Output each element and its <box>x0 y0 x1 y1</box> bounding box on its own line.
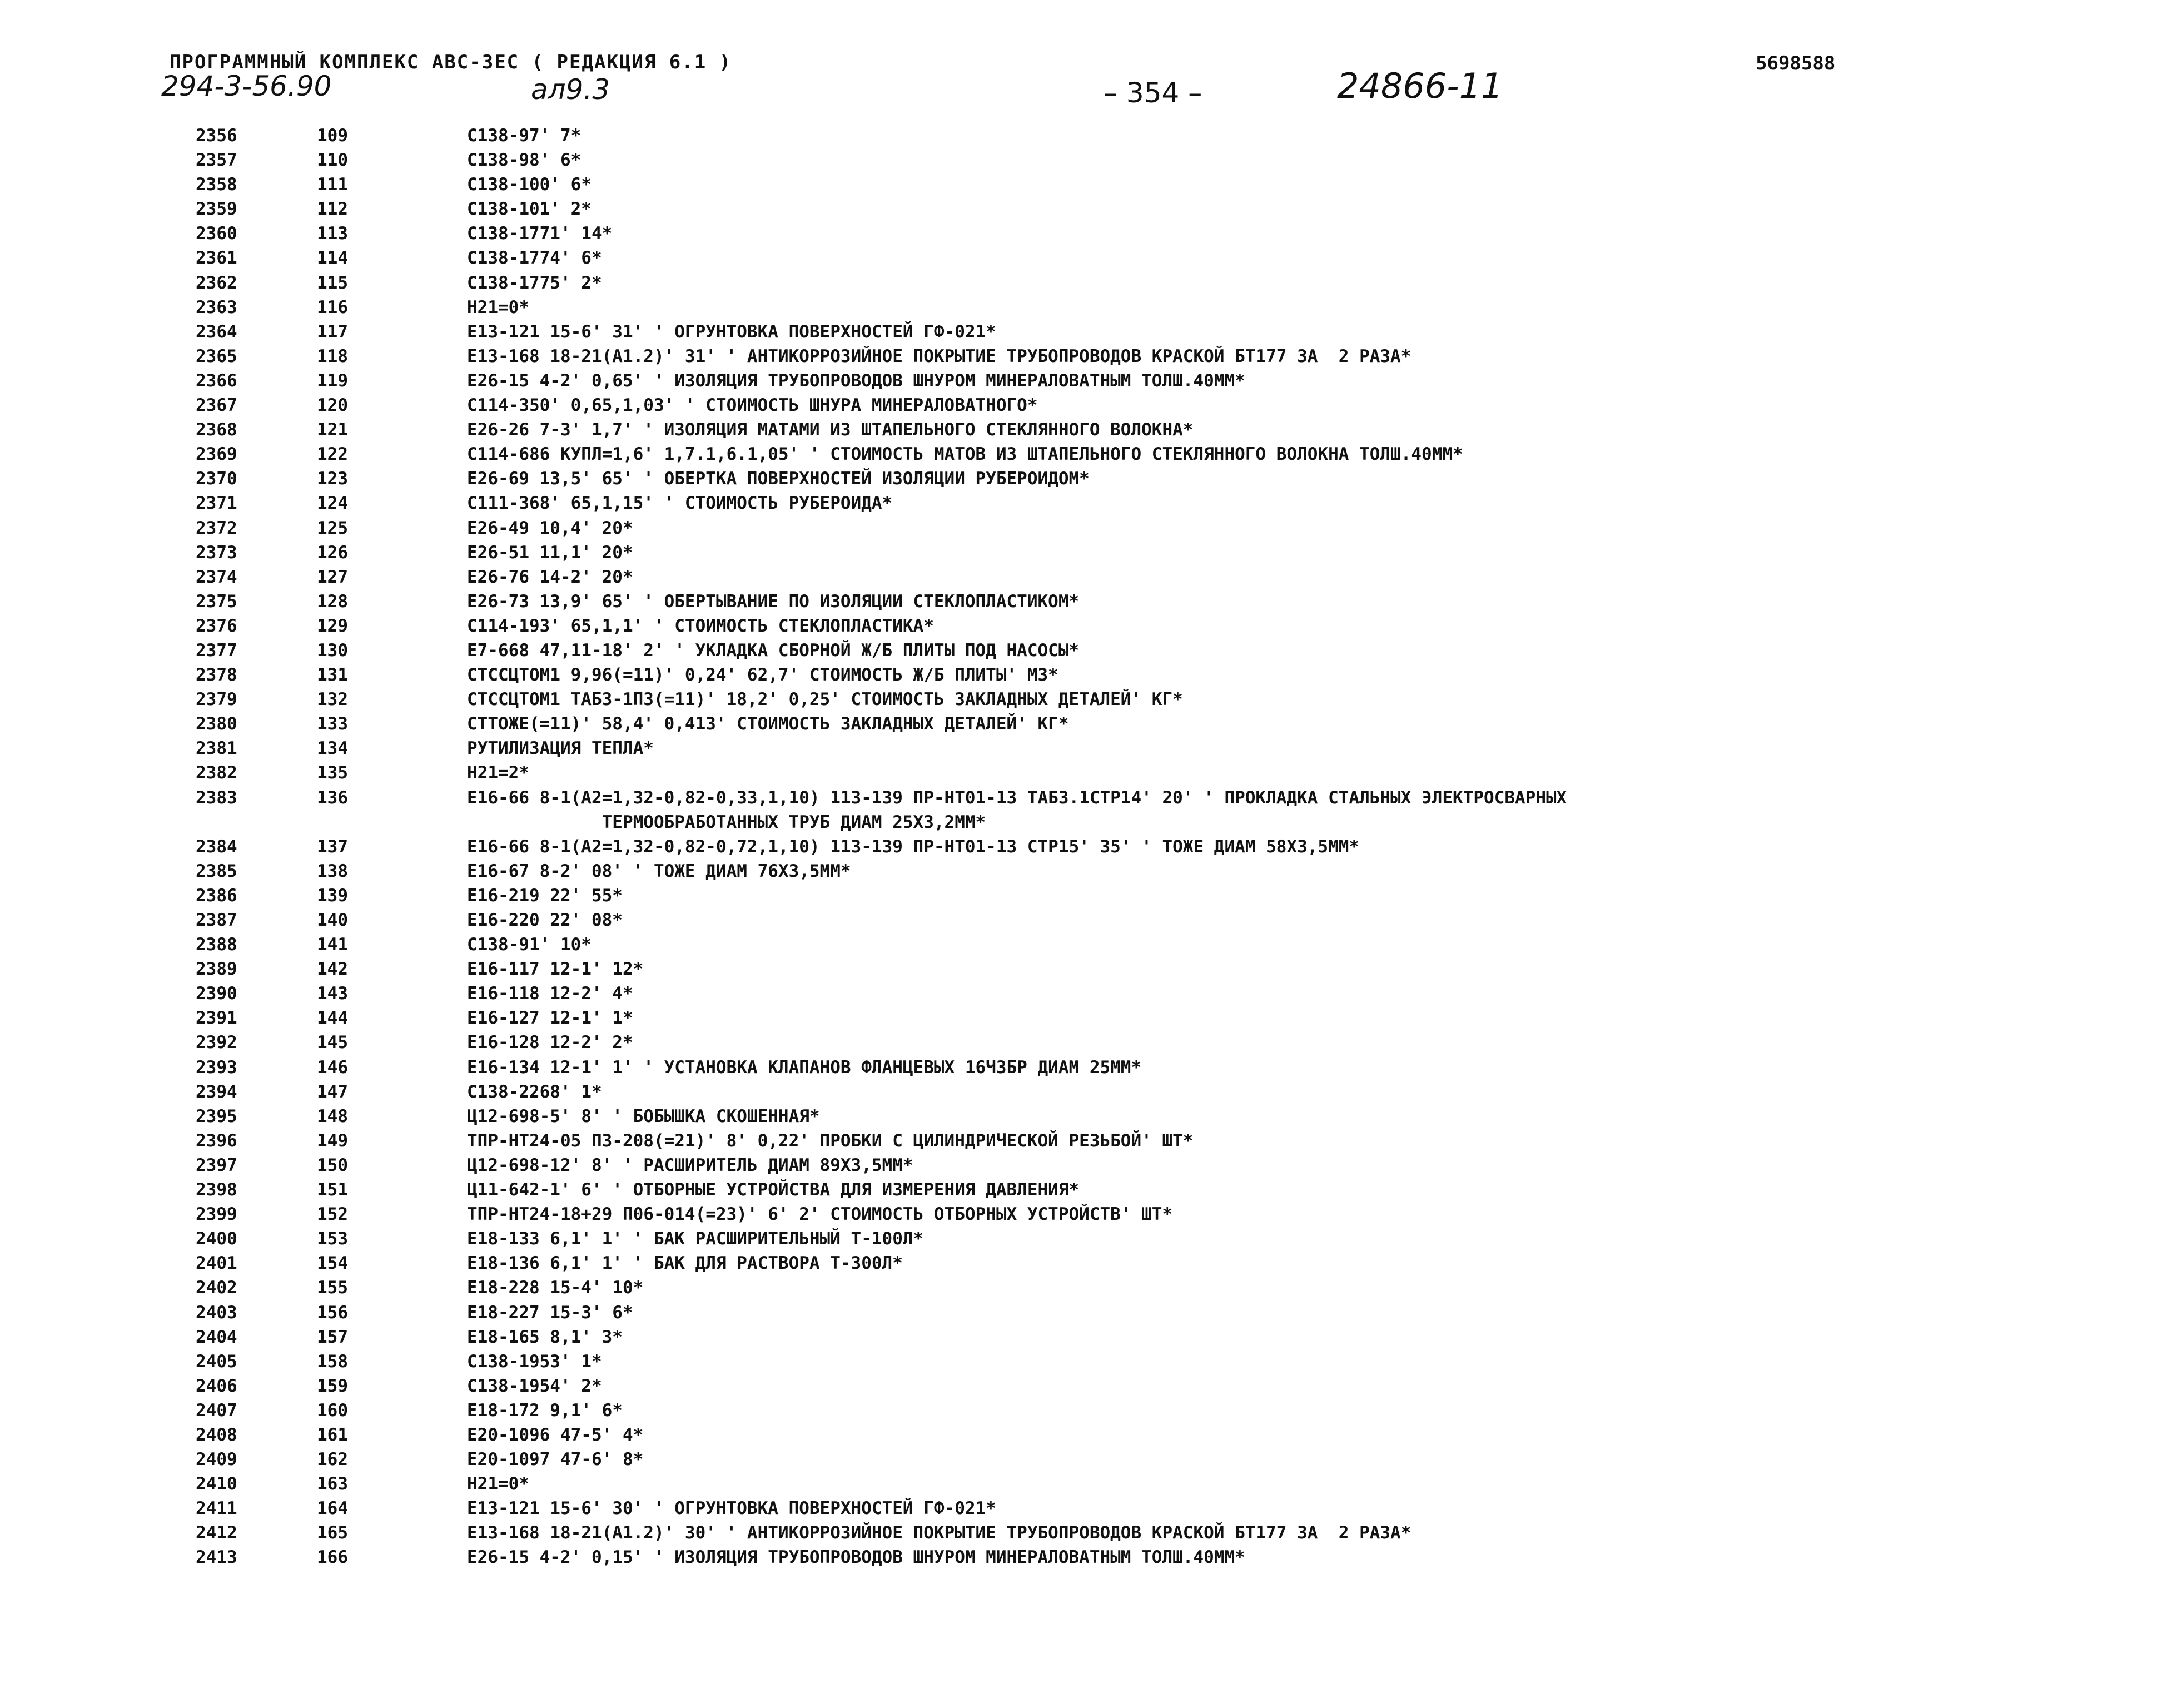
item-index: 130 <box>317 640 348 661</box>
item-index: 164 <box>317 1498 348 1519</box>
listing-row <box>0 1055 2167 1080</box>
item-index: 157 <box>317 1327 348 1347</box>
listing-row <box>0 442 2167 466</box>
page-header <box>0 0 2167 111</box>
item-index: 123 <box>317 469 348 489</box>
line-number: 2361 <box>196 248 237 269</box>
line-number: 2404 <box>196 1327 237 1347</box>
item-text: Е26-49 10,4' 20* <box>467 518 633 538</box>
listing-row <box>0 614 2167 638</box>
item-index: 161 <box>317 1424 348 1445</box>
item-text: С138-97' 7* <box>467 126 581 146</box>
listing-row <box>0 1251 2167 1275</box>
listing-row <box>0 761 2167 785</box>
item-text: ТЕРМООБРАБОТАННЫХ ТРУБ ДИАМ 25Х3,2ММ* <box>467 812 986 832</box>
item-index: 145 <box>317 1032 348 1053</box>
listing-row <box>0 687 2167 712</box>
item-text: Е18-165 8,1' 3* <box>467 1327 623 1347</box>
item-text: РУТИЛИЗАЦИЯ ТЕПЛА* <box>467 738 654 759</box>
listing-row <box>0 369 2167 393</box>
listing-row <box>0 736 2167 761</box>
line-number: 2384 <box>196 836 237 857</box>
line-number: 2378 <box>196 665 237 686</box>
line-number: 2391 <box>196 1008 237 1029</box>
listing-row <box>0 1153 2167 1178</box>
item-index: 158 <box>317 1351 348 1372</box>
line-number: 2373 <box>196 542 237 563</box>
line-number: 2411 <box>196 1498 237 1519</box>
item-index: 132 <box>317 689 348 710</box>
item-text: С114-193' 65,1,1' ' СТОИМОСТЬ СТЕКЛОПЛАСТИКА* <box>467 615 934 636</box>
line-number: 2362 <box>196 272 237 293</box>
item-text: Н21=0* <box>467 297 529 317</box>
listing-row <box>0 1275 2167 1300</box>
line-number: 2403 <box>196 1302 237 1323</box>
line-number: 2368 <box>196 420 237 440</box>
line-number: 2360 <box>196 224 237 244</box>
line-number: 2387 <box>196 910 237 930</box>
handwritten-code: 294-3-56.90 <box>161 70 332 102</box>
item-index: 119 <box>317 370 348 391</box>
line-number: 2377 <box>196 640 237 661</box>
item-text: Ц12-698-12' 8' ' РАСШИРИТЕЛЬ ДИАМ 89Х3,5ММ* <box>467 1155 913 1175</box>
listing-row <box>0 712 2167 736</box>
line-number: 2393 <box>196 1057 237 1078</box>
item-text: С138-1954' 2* <box>467 1376 602 1396</box>
listing-row <box>0 1227 2167 1251</box>
listing-row <box>0 1349 2167 1374</box>
item-index: 155 <box>317 1278 348 1298</box>
line-number: 2410 <box>196 1474 237 1494</box>
listing-row <box>0 1398 2167 1423</box>
listing-row <box>0 957 2167 981</box>
listing-row <box>0 344 2167 369</box>
listing-row <box>0 393 2167 418</box>
line-number: 2382 <box>196 763 237 783</box>
line-number: 2400 <box>196 1229 237 1249</box>
item-text: С138-1774' 6* <box>467 248 602 269</box>
item-text: Е26-51 11,1' 20* <box>467 542 633 563</box>
item-index: 110 <box>317 150 348 171</box>
item-text: Е16-127 12-1' 1* <box>467 1008 633 1029</box>
listing-row <box>0 859 2167 883</box>
item-text: Е16-66 8-1(А2=1,32-0,82-0,72,1,10) 113-139 ПР-НТ01-13 СТР15' 35' ' ТОЖЕ ДИАМ 58Х3,5ММ* <box>467 836 1360 857</box>
line-number: 2390 <box>196 984 237 1004</box>
item-text: ТПР-НТ24-18+29 П06-014(=23)' 6' 2' СТОИМОСТЬ ОТБОРНЫХ УСТРОЙСТВ' ШТ* <box>467 1204 1173 1225</box>
line-number: 2383 <box>196 787 237 808</box>
item-text: ТПР-НТ24-05 П3-208(=21)' 8' 0,22' ПРОБКИ С ЦИЛИНДРИЧЕСКОЙ РЕЗЬБОЙ' ШТ* <box>467 1130 1194 1151</box>
listing-row <box>0 320 2167 344</box>
listing-row <box>0 786 2167 810</box>
listing-body <box>0 123 2167 1570</box>
item-index: 162 <box>317 1449 348 1470</box>
listing-row <box>0 466 2167 491</box>
item-text: Е16-67 8-2' 08' ' ТОЖЕ ДИАМ 76Х3,5ММ* <box>467 861 851 881</box>
listing-row <box>0 1202 2167 1227</box>
listing-continuation-line <box>0 810 2167 835</box>
item-text: Е16-117 12-1' 12* <box>467 959 644 980</box>
line-number: 2396 <box>196 1130 237 1151</box>
item-text: Е7-668 47,11-18' 2' ' УКЛАДКА СБОРНОЙ Ж/Б ПЛИТЫ ПОД НАСОСЫ* <box>467 640 1080 661</box>
listing-row <box>0 981 2167 1006</box>
line-number: 2402 <box>196 1278 237 1298</box>
line-number: 2398 <box>196 1180 237 1200</box>
line-number: 2395 <box>196 1106 237 1126</box>
item-text: Е26-15 4-2' 0,65' ' ИЗОЛЯЦИЯ ТРУБОПРОВОДОВ ШНУРОМ МИНЕРАЛОВАТНЫМ ТОЛШ.40ММ* <box>467 370 1245 391</box>
listing-row <box>0 172 2167 197</box>
line-number: 2409 <box>196 1449 237 1470</box>
line-number: 2365 <box>196 346 237 366</box>
item-index: 142 <box>317 959 348 980</box>
listing-row <box>0 883 2167 908</box>
item-index: 147 <box>317 1081 348 1102</box>
item-index: 165 <box>317 1523 348 1543</box>
item-text: Е18-133 6,1' 1' ' БАК РАСШИРИТЕЛЬНЫЙ Т-100Л* <box>467 1229 924 1249</box>
item-text: СТССЦТОМ1 9,96(=11)' 0,24' 62,7' СТОИМОСТЬ Ж/Б ПЛИТЫ' М3* <box>467 665 1058 686</box>
item-index: 129 <box>317 615 348 636</box>
listing-row <box>0 1129 2167 1153</box>
item-index: 125 <box>317 518 348 538</box>
item-text: Е18-227 15-3' 6* <box>467 1302 633 1323</box>
line-number: 2372 <box>196 518 237 538</box>
line-number: 2412 <box>196 1523 237 1543</box>
listing-row <box>0 271 2167 295</box>
document-number: 24866-11 <box>1337 66 1503 106</box>
item-index: 159 <box>317 1376 348 1396</box>
item-text: Е16-220 22' 08* <box>467 910 623 930</box>
item-index: 153 <box>317 1229 348 1249</box>
item-index: 160 <box>317 1400 348 1421</box>
listing-row <box>0 1496 2167 1521</box>
listing-row <box>0 663 2167 687</box>
item-index: 144 <box>317 1008 348 1029</box>
item-text: Е16-128 12-2' 2* <box>467 1032 633 1053</box>
line-number: 2363 <box>196 297 237 317</box>
item-text: С138-101' 2* <box>467 199 592 220</box>
line-number: 2413 <box>196 1547 237 1568</box>
listing-row <box>0 1300 2167 1325</box>
item-index: 166 <box>317 1547 348 1568</box>
line-number: 2392 <box>196 1032 237 1053</box>
item-text: Е13-121 15-6' 30' ' ОГРУНТОВКА ПОВЕРХНОСТЕЙ ГФ-021* <box>467 1498 996 1519</box>
item-text: С111-368' 65,1,15' ' СТОИМОСТЬ РУБЕРОИДА* <box>467 493 893 514</box>
item-text: Н21=2* <box>467 763 529 783</box>
line-number: 2385 <box>196 861 237 881</box>
item-text: Ц11-642-1' 6' ' ОТБОРНЫЕ УСТРОЙСТВА ДЛЯ ИЗМЕРЕНИЯ ДАВЛЕНИЯ* <box>467 1180 1080 1200</box>
item-index: 114 <box>317 248 348 269</box>
item-text: Е13-121 15-6' 31' ' ОГРУНТОВКА ПОВЕРХНОСТЕЙ ГФ-021* <box>467 321 996 342</box>
item-text: Н21=0* <box>467 1474 529 1494</box>
line-number: 2394 <box>196 1081 237 1102</box>
item-text: С138-100' 6* <box>467 175 592 195</box>
line-number: 2370 <box>196 469 237 489</box>
listing-row <box>0 589 2167 614</box>
item-text: С138-98' 6* <box>467 150 581 171</box>
listing-row <box>0 148 2167 172</box>
line-number: 2389 <box>196 959 237 980</box>
listing-row <box>0 197 2167 221</box>
listing-row <box>0 295 2167 320</box>
listing-row <box>0 246 2167 270</box>
item-index: 112 <box>317 199 348 220</box>
listing-row <box>0 908 2167 932</box>
item-text: СТТОЖЕ(=11)' 58,4' 0,413' СТОИМОСТЬ ЗАКЛАДНЫХ ДЕТАЛЕЙ' КГ* <box>467 714 1069 734</box>
line-number: 2358 <box>196 175 237 195</box>
item-index: 126 <box>317 542 348 563</box>
line-number: 2407 <box>196 1400 237 1421</box>
item-index: 135 <box>317 763 348 783</box>
item-index: 149 <box>317 1130 348 1151</box>
item-text: Е26-73 13,9' 65' ' ОБЕРТЫВАНИЕ ПО ИЗОЛЯЦИИ СТЕКЛОПЛАСТИКОМ* <box>467 591 1080 612</box>
listing-row <box>0 1374 2167 1398</box>
listing-row <box>0 491 2167 515</box>
item-index: 140 <box>317 910 348 930</box>
item-text: Е13-168 18-21(А1.2)' 30' ' АНТИКОРРОЗИЙНОЕ ПОКРЫТИЕ ТРУБОПРОВОДОВ КРАСКОЙ БТ177 ЗА 2 РАЗА* <box>467 1523 1411 1543</box>
item-index: 120 <box>317 395 348 416</box>
item-index: 136 <box>317 787 348 808</box>
page-number: – 354 – <box>1104 77 1202 109</box>
line-number: 2371 <box>196 493 237 514</box>
item-text: Е26-15 4-2' 0,15' ' ИЗОЛЯЦИЯ ТРУБОПРОВОДОВ ШНУРОМ МИНЕРАЛОВАТНЫМ ТОЛШ.40ММ* <box>467 1547 1245 1568</box>
listing-row <box>0 123 2167 148</box>
item-text: Е26-26 7-3' 1,7' ' ИЗОЛЯЦИЯ МАТАМИ ИЗ ШТАПЕЛЬНОГО СТЕКЛЯННОГО ВОЛОКНА* <box>467 420 1194 440</box>
listing-row <box>0 516 2167 540</box>
item-text: Е18-228 15-4' 10* <box>467 1278 644 1298</box>
item-text: Е13-168 18-21(А1.2)' 31' ' АНТИКОРРОЗИЙНОЕ ПОКРЫТИЕ ТРУБОПРОВОДОВ КРАСКОЙ БТ177 ЗА 2 РАЗА* <box>467 346 1411 366</box>
line-number: 2406 <box>196 1376 237 1396</box>
item-text: С114-350' 0,65,1,03' ' СТОИМОСТЬ ШНУРА МИНЕРАЛОВАТНОГО* <box>467 395 1038 416</box>
line-number: 2357 <box>196 150 237 171</box>
item-index: 109 <box>317 126 348 146</box>
item-text: С114-686 КУПЛ=1,6' 1,7.1,6.1,05' ' СТОИМОСТЬ МАТОВ ИЗ ШТАПЕЛЬНОГО СТЕКЛЯННОГО ВОЛОКНА ТОЛШ.40ММ* <box>467 444 1463 465</box>
listing-row <box>0 1080 2167 1104</box>
handwritten-sheet: ал9.3 <box>531 73 610 106</box>
item-text: С138-1775' 2* <box>467 272 602 293</box>
item-index: 117 <box>317 321 348 342</box>
item-index: 148 <box>317 1106 348 1126</box>
line-number: 2401 <box>196 1253 237 1274</box>
line-number: 2408 <box>196 1424 237 1445</box>
line-number: 2386 <box>196 885 237 906</box>
item-index: 118 <box>317 346 348 366</box>
line-number: 2380 <box>196 714 237 734</box>
item-index: 122 <box>317 444 348 465</box>
item-index: 138 <box>317 861 348 881</box>
item-text: С138-1953' 1* <box>467 1351 602 1372</box>
listing-row <box>0 1447 2167 1472</box>
item-text: Е26-76 14-2' 20* <box>467 567 633 587</box>
item-text: СТССЦТОМ1 ТАБ3-1П3(=11)' 18,2' 0,25' СТОИМОСТЬ ЗАКЛАДНЫХ ДЕТАЛЕЙ' КГ* <box>467 689 1183 710</box>
item-index: 152 <box>317 1204 348 1225</box>
listing-row <box>0 1006 2167 1030</box>
item-index: 128 <box>317 591 348 612</box>
item-index: 154 <box>317 1253 348 1274</box>
line-number: 2381 <box>196 738 237 759</box>
item-index: 127 <box>317 567 348 587</box>
item-text: Е18-136 6,1' 1' ' БАК ДЛЯ РАСТВОРА Т-300Л* <box>467 1253 903 1274</box>
line-number: 2356 <box>196 126 237 146</box>
line-number: 2405 <box>196 1351 237 1372</box>
item-index: 111 <box>317 175 348 195</box>
item-text: Ц12-698-5' 8' ' БОБЫШКА СКОШЕННАЯ* <box>467 1106 820 1126</box>
item-index: 121 <box>317 420 348 440</box>
item-index: 139 <box>317 885 348 906</box>
line-number: 2359 <box>196 199 237 220</box>
listing-row <box>0 932 2167 957</box>
line-number: 2364 <box>196 321 237 342</box>
item-index: 115 <box>317 272 348 293</box>
program-title: ПРОГРАММНЫЙ КОМПЛЕКС АВС-3ЕС ( РЕДАКЦИЯ 6.1 ) <box>170 51 732 73</box>
listing-row <box>0 1104 2167 1129</box>
item-index: 124 <box>317 493 348 514</box>
item-index: 146 <box>317 1057 348 1078</box>
listing-row <box>0 565 2167 589</box>
item-index: 116 <box>317 297 348 317</box>
item-index: 150 <box>317 1155 348 1175</box>
line-number: 2379 <box>196 689 237 710</box>
line-number: 2366 <box>196 370 237 391</box>
line-number: 2374 <box>196 567 237 587</box>
listing-row <box>0 540 2167 565</box>
line-number: 2397 <box>196 1155 237 1175</box>
item-index: 151 <box>317 1180 348 1200</box>
item-text: С138-91' 10* <box>467 935 592 955</box>
item-index: 131 <box>317 665 348 686</box>
item-text: Е20-1097 47-6' 8* <box>467 1449 644 1470</box>
item-index: 141 <box>317 935 348 955</box>
line-number: 2369 <box>196 444 237 465</box>
item-text: Е26-69 13,5' 65' ' ОБЕРТКА ПОВЕРХНОСТЕЙ ИЗОЛЯЦИИ РУБЕРОИДОМ* <box>467 469 1090 489</box>
item-text: Е20-1096 47-5' 4* <box>467 1424 644 1445</box>
item-text: Е16-134 12-1' 1' ' УСТАНОВКА КЛАПАНОВ ФЛАНЦЕВЫХ 16Ч3БР ДИАМ 25ММ* <box>467 1057 1142 1078</box>
item-index: 143 <box>317 984 348 1004</box>
listing-row <box>0 835 2167 859</box>
item-text: Е16-118 12-2' 4* <box>467 984 633 1004</box>
item-index: 163 <box>317 1474 348 1494</box>
listing-row <box>0 221 2167 246</box>
line-number: 2376 <box>196 615 237 636</box>
item-index: 133 <box>317 714 348 734</box>
line-number: 2388 <box>196 935 237 955</box>
listing-row <box>0 638 2167 663</box>
listing-row <box>0 1423 2167 1447</box>
item-text: Е18-172 9,1' 6* <box>467 1400 623 1421</box>
listing-row <box>0 418 2167 442</box>
line-number: 2375 <box>196 591 237 612</box>
listing-row <box>0 1325 2167 1349</box>
listing-row <box>0 1030 2167 1055</box>
reference-code: 5698588 <box>1756 52 1836 75</box>
item-index: 113 <box>317 224 348 244</box>
item-text: Е16-66 8-1(А2=1,32-0,82-0,33,1,10) 113-139 ПР-НТ01-13 ТАБ3.1СТР14' 20' ' ПРОКЛАДКА СТАЛЬНЫХ ЭЛЕКТРОСВАРНЫХ <box>467 787 1567 808</box>
item-text: Е16-219 22' 55* <box>467 885 623 906</box>
item-index: 134 <box>317 738 348 759</box>
item-text: С138-1771' 14* <box>467 224 613 244</box>
listing-row <box>0 1472 2167 1496</box>
listing-row <box>0 1521 2167 1545</box>
listing-row <box>0 1545 2167 1570</box>
line-number: 2367 <box>196 395 237 416</box>
line-number: 2399 <box>196 1204 237 1225</box>
item-index: 156 <box>317 1302 348 1323</box>
item-text: С138-2268' 1* <box>467 1081 602 1102</box>
listing-row <box>0 1178 2167 1202</box>
item-index: 137 <box>317 836 348 857</box>
